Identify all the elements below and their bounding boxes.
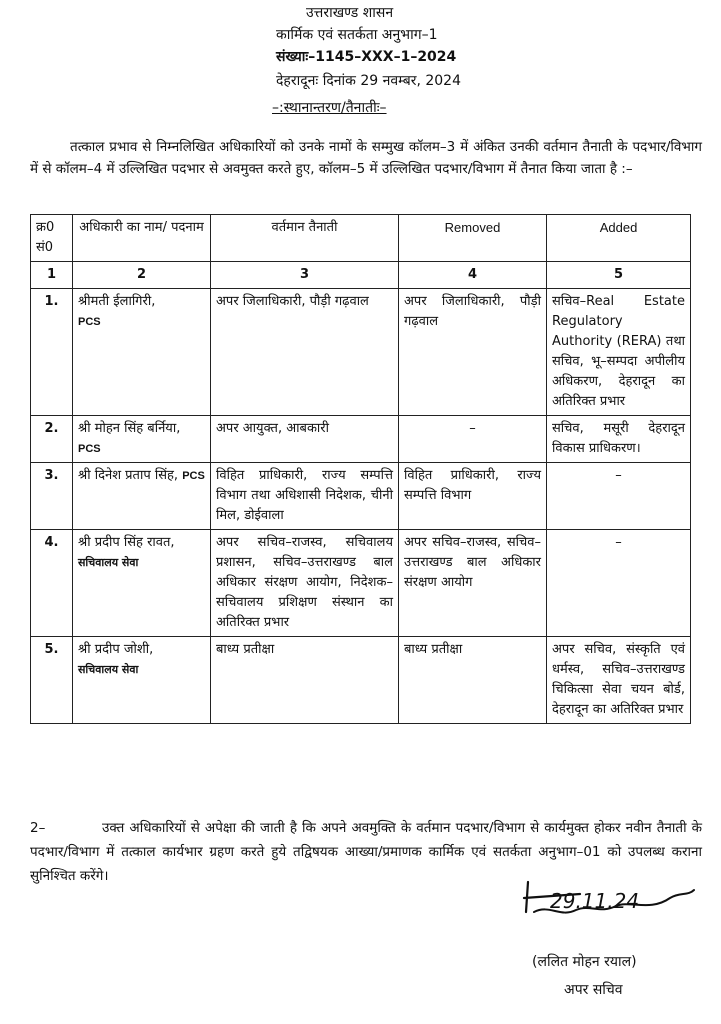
header-name: अधिकारी का नाम/ पदनाम [73, 215, 211, 262]
officer-name: श्री प्रदीप जोशी, [78, 642, 154, 657]
header-current-posting: वर्तमान तैनाती [211, 215, 399, 262]
officer-service: PCS [182, 470, 205, 482]
row-serial: 3. [31, 463, 73, 530]
column-number: 5 [547, 262, 691, 289]
removed-posting: बाध्य प्रतीक्षा [399, 637, 547, 724]
signatory-name: (ललित मोहन रयाल) [532, 954, 637, 970]
officer-name: श्रीमती ईलागिरी, [78, 294, 156, 309]
officer-cell [73, 530, 211, 637]
header-serial: क्र0 सं0 [31, 215, 73, 262]
signature-date: 29.11.24 [550, 889, 640, 913]
place-date: देहरादूनः दिनांक 29 नवम्बर, 2024 [276, 73, 461, 89]
signatory-designation: अपर सचिव [564, 982, 623, 998]
current-posting: बाध्य प्रतीक्षा [211, 637, 399, 724]
officer-cell [73, 416, 211, 463]
column-number-row [31, 262, 691, 289]
officer-service: सचिवालय सेवा [78, 556, 139, 569]
paragraph-number: 2– [30, 820, 46, 836]
order-number: संख्याः–1145–XXX–1–2024 [276, 49, 457, 65]
current-posting: विहित प्राधिकारी, राज्य सम्पत्ति विभाग तथा अधिशासी निदेशक, चीनी मिल, डोईवाला [211, 463, 399, 530]
column-number: 1 [31, 262, 73, 289]
officer-cell [73, 289, 211, 416]
added-posting: अपर सचिव, संस्कृति एवं धर्मस्व, सचिव–उत्तराखण्ड चिकित्सा सेवा चयन बोर्ड, देहरादून का अतिरिक्त प्रभार [547, 637, 691, 724]
table-row [31, 637, 691, 724]
section-title: –:स्थानान्तरण/तैनातीः– [272, 100, 387, 116]
table-row [31, 530, 691, 637]
removed-posting: अपर सचिव–राजस्व, सचिव–उत्तराखण्ड बाल अधिकार संरक्षण आयोग [399, 530, 547, 637]
added-posting: सचिव–Real Estate Regulatory Authority (RERA) तथा सचिव, भू–सम्पदा अपीलीय अधिकरण, देहरादून का अतिरिक्त प्रभार [547, 289, 691, 416]
table-row [31, 289, 691, 416]
handwritten-signature [520, 874, 700, 930]
table-row [31, 416, 691, 463]
row-serial: 2. [31, 416, 73, 463]
officer-cell [73, 637, 211, 724]
table-header-row [31, 215, 691, 262]
officer-cell [73, 463, 211, 530]
paragraph-text: उक्त अधिकारियों से अपेक्षा की जाती है कि अपने अवमुक्ति के वर्तमान पदभार/विभाग से कार्यमुक्त होकर नवीन तैनाती के पदभार/विभाग में तत्काल कार्यभार ग्रहण करते हुये तद्विषयक आख्या/प्रमाणक कार्मिक एवं सतर्कता अनुभाग–01 को उपलब्ध कराना सुनिश्चित करेंगे। [30, 820, 702, 884]
header-removed: Removed [399, 215, 547, 262]
row-serial: 1. [31, 289, 73, 416]
department-name: कार्मिक एवं सतर्कता अनुभाग–1 [276, 27, 438, 43]
current-posting: अपर आयुक्त, आबकारी [211, 416, 399, 463]
table-row [31, 463, 691, 530]
officer-name: श्री प्रदीप सिंह रावत, [78, 535, 175, 550]
current-posting: अपर सचिव–राजस्व, सचिवालय प्रशासन, सचिव–उत्तराखण्ड बाल अधिकार संरक्षण आयोग, निदेशक–सचिवालय प्रशिक्षण संस्थान का अतिरिक्त प्रभार [211, 530, 399, 637]
header-added: Added [547, 215, 691, 262]
row-serial: 5. [31, 637, 73, 724]
column-number: 3 [211, 262, 399, 289]
row-serial: 4. [31, 530, 73, 637]
removed-posting: अपर जिलाधिकारी, पौड़ी गढ़वाल [399, 289, 547, 416]
intro-paragraph: तत्काल प्रभाव से निम्नलिखित अधिकारियों को उनके नामों के सम्मुख कॉलम–3 में अंकित उनकी वर्तमान तैनाती के पदभार/विभाग में से कॉलम–4 में उल्लिखित पदभार से अवमुक्त करते हुए, कॉलम–5 में उल्लिखित पदभार/विभाग में तैनात किया जाता है :– [30, 139, 702, 177]
added-posting: – [547, 530, 691, 637]
officer-service: सचिवालय सेवा [78, 663, 139, 676]
officer-service: PCS [78, 443, 101, 455]
removed-posting: – [399, 416, 547, 463]
added-posting: – [547, 463, 691, 530]
column-number: 4 [399, 262, 547, 289]
officer-name: श्री दिनेश प्रताप सिंह, [78, 468, 179, 483]
transfer-table [30, 214, 691, 724]
officer-service: PCS [78, 316, 101, 328]
added-posting: सचिव, मसूरी देहरादून विकास प्राधिकरण। [547, 416, 691, 463]
government-title: उत्तराखण्ड शासन [306, 5, 394, 21]
current-posting: अपर जिलाधिकारी, पौड़ी गढ़वाल [211, 289, 399, 416]
officer-name: श्री मोहन सिंह बर्निया, [78, 421, 181, 436]
column-number: 2 [73, 262, 211, 289]
removed-posting: विहित प्राधिकारी, राज्य सम्पत्ति विभाग [399, 463, 547, 530]
